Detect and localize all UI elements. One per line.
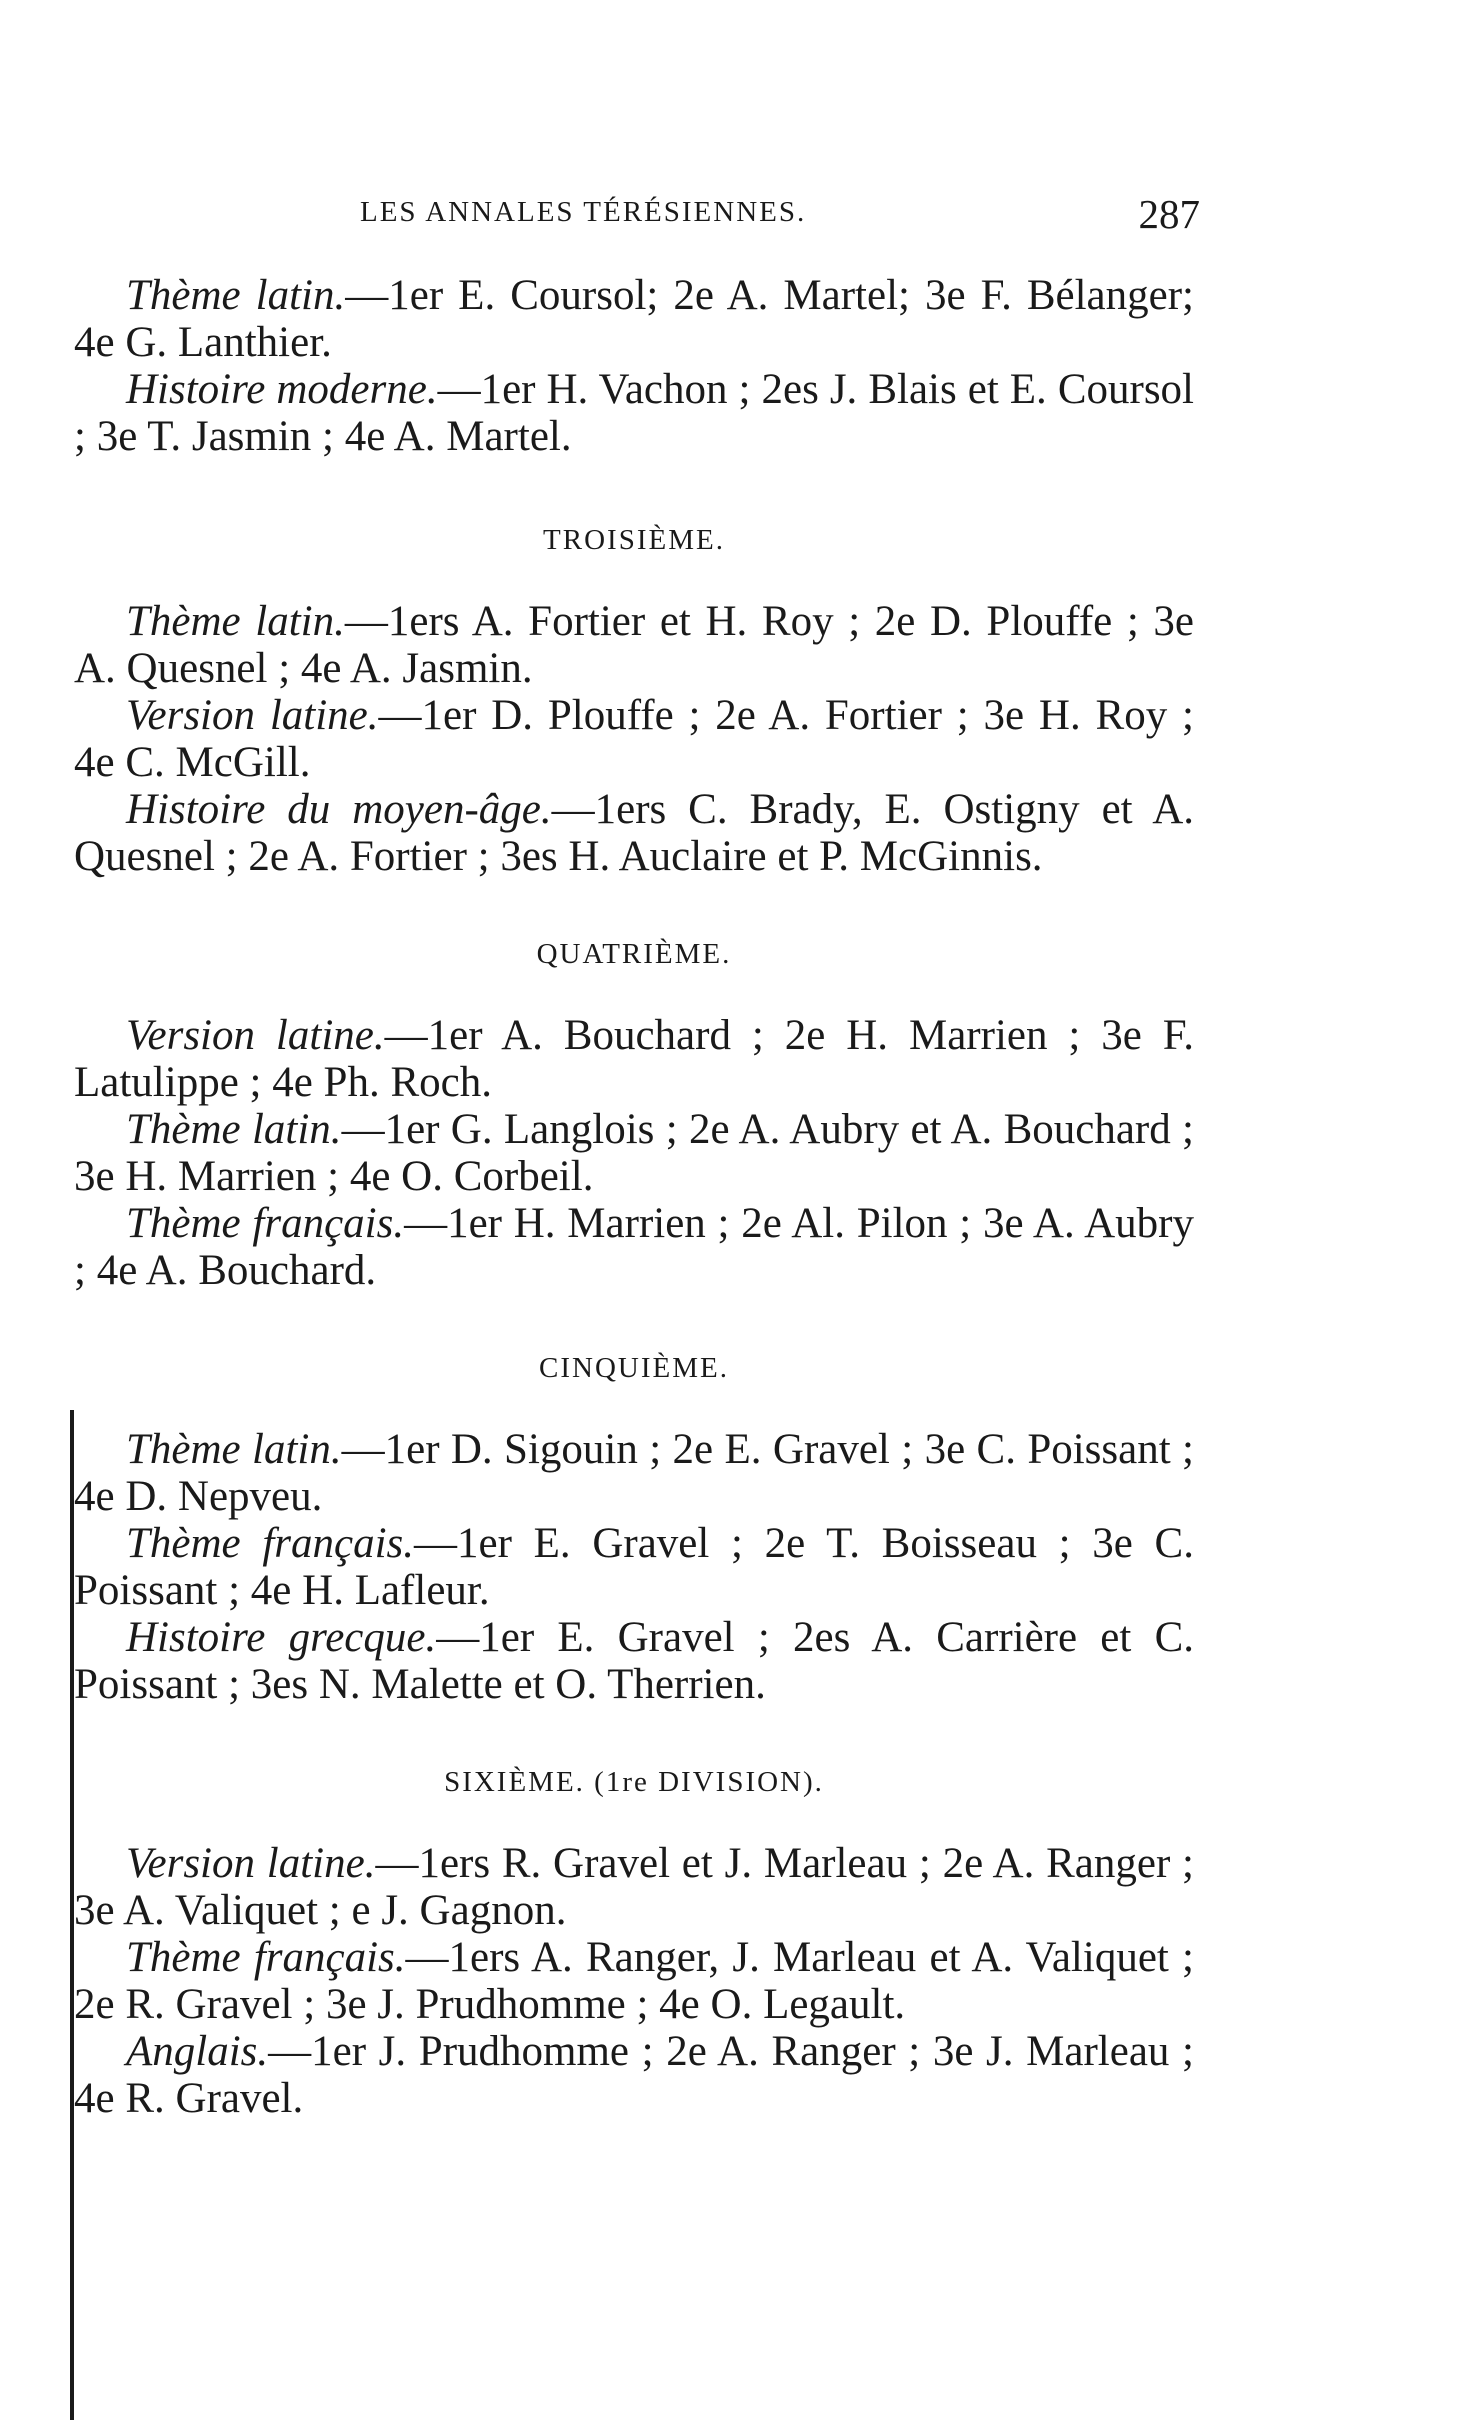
award-text: —1er G. Langlois ; 2e A. Aubry et A. Bouchard ; 3e H. Marrien ; 4e O. Corbeil.: [74, 1106, 1195, 1200]
award-entry: [74, 1426, 1194, 1520]
award-text: —1er E. Coursol; 2e A. Martel; 3e F. Bélanger; 4e G. Lanthier.: [74, 272, 1194, 366]
page-header: [360, 191, 1200, 246]
award-text: —1er D. Plouffe ; 2e A. Fortier ; 3e H. Roy ; 4e C. McGill.: [74, 692, 1194, 786]
award-entry: [74, 1200, 1194, 1294]
award-entry: [74, 1520, 1194, 1614]
award-entry: [74, 1614, 1194, 1708]
award-text: —1ers A. Fortier et H. Roy ; 2e D. Plouffe ; 3e A. Quesnel ; 4e A. Jasmin.: [74, 598, 1194, 692]
subject-label: Version latine.: [126, 692, 379, 739]
page-body: [74, 272, 1194, 2122]
subject-label: Thème latin.: [126, 272, 346, 319]
award-entry: [74, 1840, 1194, 1934]
subject-label: Anglais.: [126, 2028, 269, 2075]
section-heading-quatrieme: QUATRIÈME.: [536, 938, 732, 970]
section-heading-sixieme: SIXIÈME. (1re DIVISION).: [444, 1766, 824, 1798]
running-title: LES ANNALES TÉRÉSIENNES.: [360, 196, 807, 228]
subject-label: Thème latin.: [126, 1106, 342, 1153]
subject-label: Thème français.: [126, 1200, 405, 1247]
award-text: —1ers C. Brady, E. Ostigny et A. Quesnel ; 2e A. Fortier ; 3es H. Auclaire et P. McGinnis.: [74, 786, 1194, 880]
section-heading-troisieme: TROISIÈME.: [543, 524, 725, 556]
subject-label: Thème latin.: [126, 1426, 342, 1473]
award-entry: [74, 786, 1194, 880]
award-text: —1ers A. Ranger, J. Marleau et A. Valiquet ; 2e R. Gravel ; 3e J. Prudhomme ; 4e O. Legault.: [74, 1934, 1194, 2028]
award-text: —1er J. Prudhomme ; 2e A. Ranger ; 3e J. Marleau ; 4e R. Gravel.: [74, 2028, 1194, 2122]
subject-label: Thème latin.: [126, 598, 345, 645]
award-entry: [74, 272, 1194, 366]
subject-label: Version latine.: [126, 1012, 385, 1059]
award-text: —1er A. Bouchard ; 2e H. Marrien ; 3e F. Latulippe ; 4e Ph. Roch.: [74, 1012, 1194, 1106]
award-text: —1er E. Gravel ; 2e T. Boisseau ; 3e C. Poissant ; 4e H. Lafleur.: [74, 1520, 1194, 1614]
award-entry: [74, 692, 1194, 786]
subject-label: Thème français.: [126, 1934, 406, 1981]
award-text: —1er D. Sigouin ; 2e E. Gravel ; 3e C. Poissant ; 4e D. Nepveu.: [74, 1426, 1195, 1520]
subject-label: Histoire grecque.: [126, 1614, 437, 1661]
subject-label: Thème français.: [126, 1520, 415, 1567]
subject-label: Version latine.: [126, 1840, 376, 1887]
award-entry: [74, 366, 1194, 460]
award-text: —1er E. Gravel ; 2es A. Carrière et C. Poissant ; 3es N. Malette et O. Therrien.: [74, 1614, 1194, 1708]
award-text: —1ers R. Gravel et J. Marleau ; 2e A. Ranger ; 3e A. Valiquet ; e J. Gagnon.: [74, 1840, 1194, 1934]
page-number: 287: [1138, 191, 1200, 237]
award-text: —1er H. Vachon ; 2es J. Blais et E. Coursol ; 3e T. Jasmin ; 4e A. Martel.: [74, 366, 1194, 460]
award-entry: [74, 598, 1194, 692]
award-entry: [74, 1012, 1194, 1106]
subject-label: Histoire moderne.: [126, 366, 438, 413]
section-heading-cinquieme: CINQUIÈME.: [539, 1352, 729, 1384]
award-text: —1er H. Marrien ; 2e Al. Pilon ; 3e A. Aubry ; 4e A. Bouchard.: [74, 1200, 1194, 1294]
subject-label: Histoire du moyen-âge.: [126, 786, 552, 833]
award-entry: [74, 1934, 1194, 2028]
award-entry: [74, 2028, 1194, 2122]
award-entry: [74, 1106, 1194, 1200]
